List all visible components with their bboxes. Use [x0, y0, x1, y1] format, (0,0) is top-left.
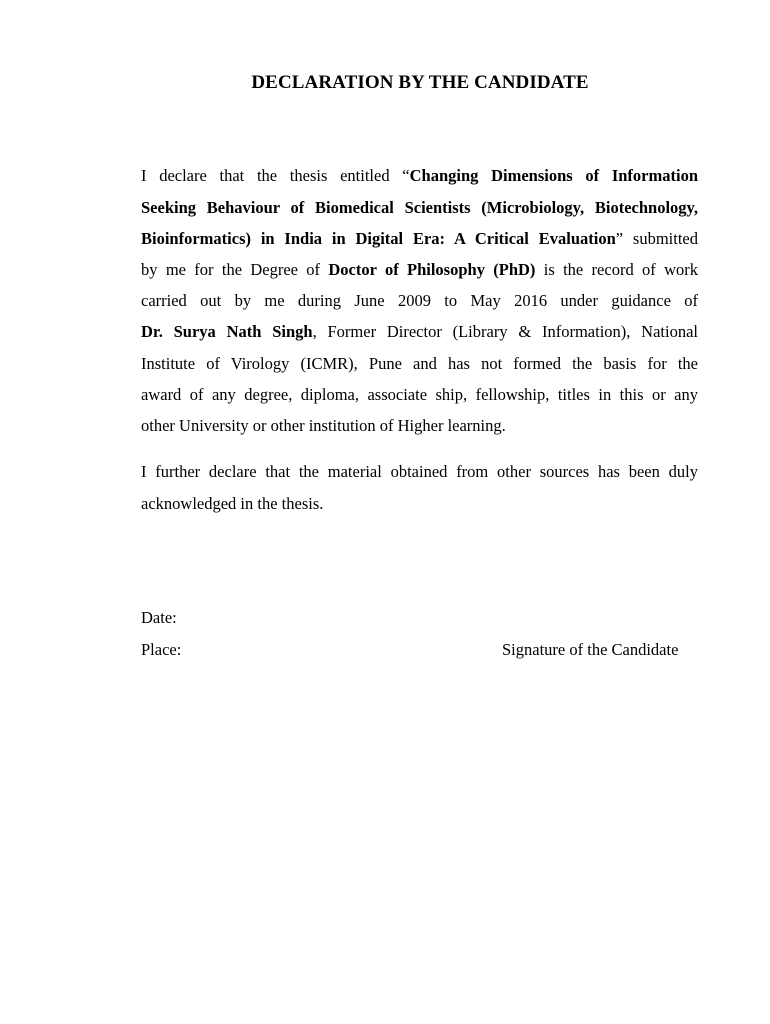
paragraph2-line-1: I further declare that the material obtained from other sources has been duly: [141, 462, 698, 481]
degree-bold: Doctor of Philosophy (PhD): [328, 260, 536, 279]
text-run: other University or other institution of Higher learning.: [141, 416, 506, 435]
text-run: carried out by me during June 2009 to May 2016 under guidance of: [141, 291, 698, 310]
signature-label: Signature of the Candidate: [502, 640, 679, 659]
thesis-title-bold: Bioinformatics) in India in Digital Era: A Critical Evaluation: [141, 229, 616, 248]
text-run: by me for the Degree of: [141, 260, 329, 279]
paragraph1-line-1: [141, 166, 698, 186]
text-run: award of any degree, diploma, associate ship, fellowship, titles in this or any: [141, 385, 698, 404]
guide-name-bold: Dr. Surya Nath Singh: [141, 322, 313, 341]
paragraph1-line-5: [141, 291, 698, 311]
paragraph2-line-2: acknowledged in the thesis.: [141, 494, 324, 513]
text-run: I declare that the thesis entitled “: [141, 166, 410, 185]
paragraph1-line-2: [141, 198, 698, 218]
thesis-title-bold: Seeking Behaviour of Biomedical Scientists (Microbiology, Biotechnology,: [141, 198, 698, 217]
text-run: Institute of Virology (ICMR), Pune and has not formed the basis for the: [141, 354, 698, 373]
place-label: Place:: [141, 640, 182, 659]
paragraph1-line-6: [141, 322, 698, 342]
date-label: Date:: [141, 608, 177, 627]
declaration-title: DECLARATION BY THE CANDIDATE: [251, 72, 589, 93]
text-run: , Former Director (Library & Information), National: [312, 322, 698, 341]
paragraph1-line-9: [141, 416, 698, 436]
text-run: is the record of work: [535, 260, 698, 279]
paragraph1-line-4: [141, 260, 698, 280]
text-run: ” submitted: [615, 229, 698, 248]
paragraph1-line-8: [141, 385, 698, 405]
thesis-title-bold: Changing Dimensions of Information: [409, 166, 698, 185]
paragraph1-line-7: [141, 354, 698, 374]
paragraph1-line-3: [141, 229, 698, 249]
